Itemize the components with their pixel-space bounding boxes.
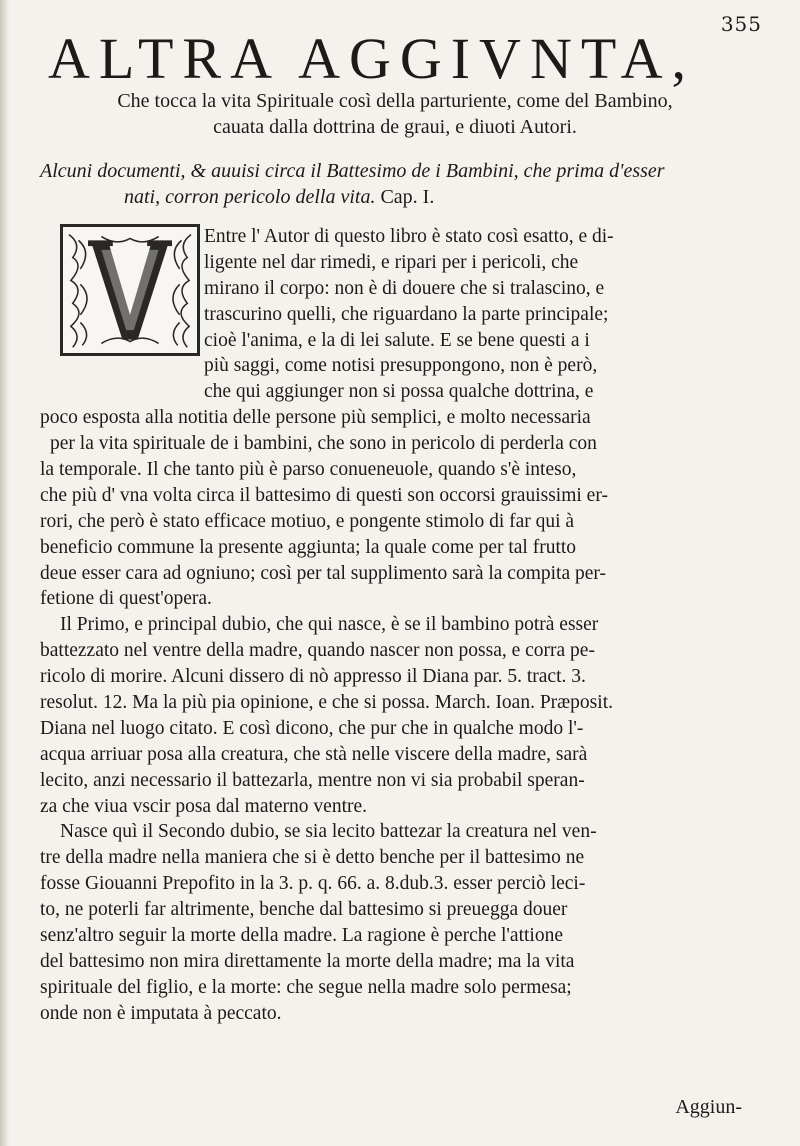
- decorated-initial-letter-icon: [60, 224, 200, 356]
- text-line: deue esser cara ad ogniuno; così per tal supplimento sarà la compita per-: [40, 562, 606, 584]
- text-line: senz'altro seguir la morte della madre. La ragione è perche l'attione: [40, 925, 563, 947]
- chapter-title-line: Alcuni documenti, & auuisi circa il Battesimo de i Bambini, che prima d'esser: [40, 160, 665, 182]
- chapter-title: [40, 158, 760, 210]
- chapter-title-line-2: nati, corron pericolo della vita.: [124, 186, 376, 208]
- text-line: onde non è imputata à peccato.: [40, 1002, 282, 1024]
- text-line: trascurino quelli, che riguardano la parte principale;: [204, 303, 609, 325]
- text-line: Diana nel luogo citato. E così dicono, che pur che in qualche modo l'-: [40, 717, 584, 739]
- text-line: poco esposta alla notitia delle persone più semplici, e molto necessaria: [40, 407, 591, 429]
- text-line: acqua arriuar posa alla creatura, che stà nelle viscere della madre, sarà: [40, 743, 588, 765]
- woodcut-initial-icon: [63, 227, 197, 353]
- text-line: za che viua vscir posa dal materno ventre.: [40, 795, 368, 817]
- text-line: per la vita spirituale de i bambini, che sono in pericolo di perderla con: [50, 433, 597, 455]
- chapter-title-line: [40, 184, 760, 210]
- running-head: ALTRA AGGIVNTA,: [48, 26, 696, 91]
- text-line: del battesimo non mira direttamente la morte della madre; ma la vita: [40, 950, 575, 972]
- text-line: to, ne poterli far altrimente, benche dal battesimo si preuegga douer: [40, 899, 568, 921]
- text-line: ligente nel dar rimedi, e ripari per i pericoli, che: [204, 251, 579, 273]
- text-line: più saggi, come notisi presuppongono, non è però,: [204, 355, 598, 377]
- text-line: Il Primo, e principal dubio, che qui nasce, è se il bambino potrà esser: [60, 614, 599, 636]
- text-line: lecito, anzi necessario il battezarla, mentre non vi sia probabil speran-: [40, 769, 585, 791]
- page-binding-edge: [0, 0, 10, 1146]
- catchword: Aggiun-: [675, 1096, 742, 1118]
- page-number: 355: [720, 12, 762, 36]
- text-line: resolut. 12. Ma la più pia opinione, e che si possa. March. Ioan. Præposit.: [40, 692, 613, 714]
- text-line: fetione di quest'opera.: [40, 588, 212, 610]
- text-line: tre della madre nella maniera che si è detto benche per il battesimo ne: [40, 847, 585, 869]
- subtitle: [40, 88, 750, 140]
- text-line: Nasce quì il Secondo dubio, se sia lecito battezar la creatura nel ven-: [60, 821, 597, 843]
- text-line: che più d' vna volta circa il battesimo di questi son occorsi grauissimi er-: [40, 484, 608, 506]
- text-line: che qui aggiunger non si possa qualche dottrina, e: [204, 381, 594, 403]
- text-line: battezzato nel ventre della madre, quando nascer non possa, e corra pe-: [40, 640, 595, 662]
- subtitle-line: Che tocca la vita Spirituale così della parturiente, come del Bambino,: [117, 90, 673, 112]
- text-line: Entre l' Autor di questo libro è stato così esatto, e di-: [204, 226, 614, 247]
- chapter-label: Cap. I.: [380, 186, 435, 208]
- text-line: spirituale del figlio, e la morte: che segue nella madre solo permesa;: [40, 976, 572, 998]
- text-line: fosse Giouanni Prepofito in la 3. p. q. 66. a. 8.dub.3. esser perciò leci-: [40, 873, 586, 895]
- text-line: mirano il corpo: non è di douere che si tralascino, e: [204, 277, 605, 299]
- text-line: ricolo di morire. Alcuni dissero di nò appresso il Diana par. 5. tract. 3.: [40, 666, 586, 688]
- text-line: beneficio commune la presente aggiunta; la quale come per tal frutto: [40, 536, 577, 558]
- text-line: la temporale. Il che tanto più è parso conueneuole, quando s'è inteso,: [40, 459, 577, 481]
- text-line: cioè l'anima, e la di lei salute. E se bene questi a i: [204, 329, 590, 351]
- subtitle-line: cauata dalla dottrina de graui, e diuoti Autori.: [213, 116, 577, 138]
- text-line: rori, che però è stato efficace motiuo, e pongente stimolo di far qui à: [40, 510, 575, 532]
